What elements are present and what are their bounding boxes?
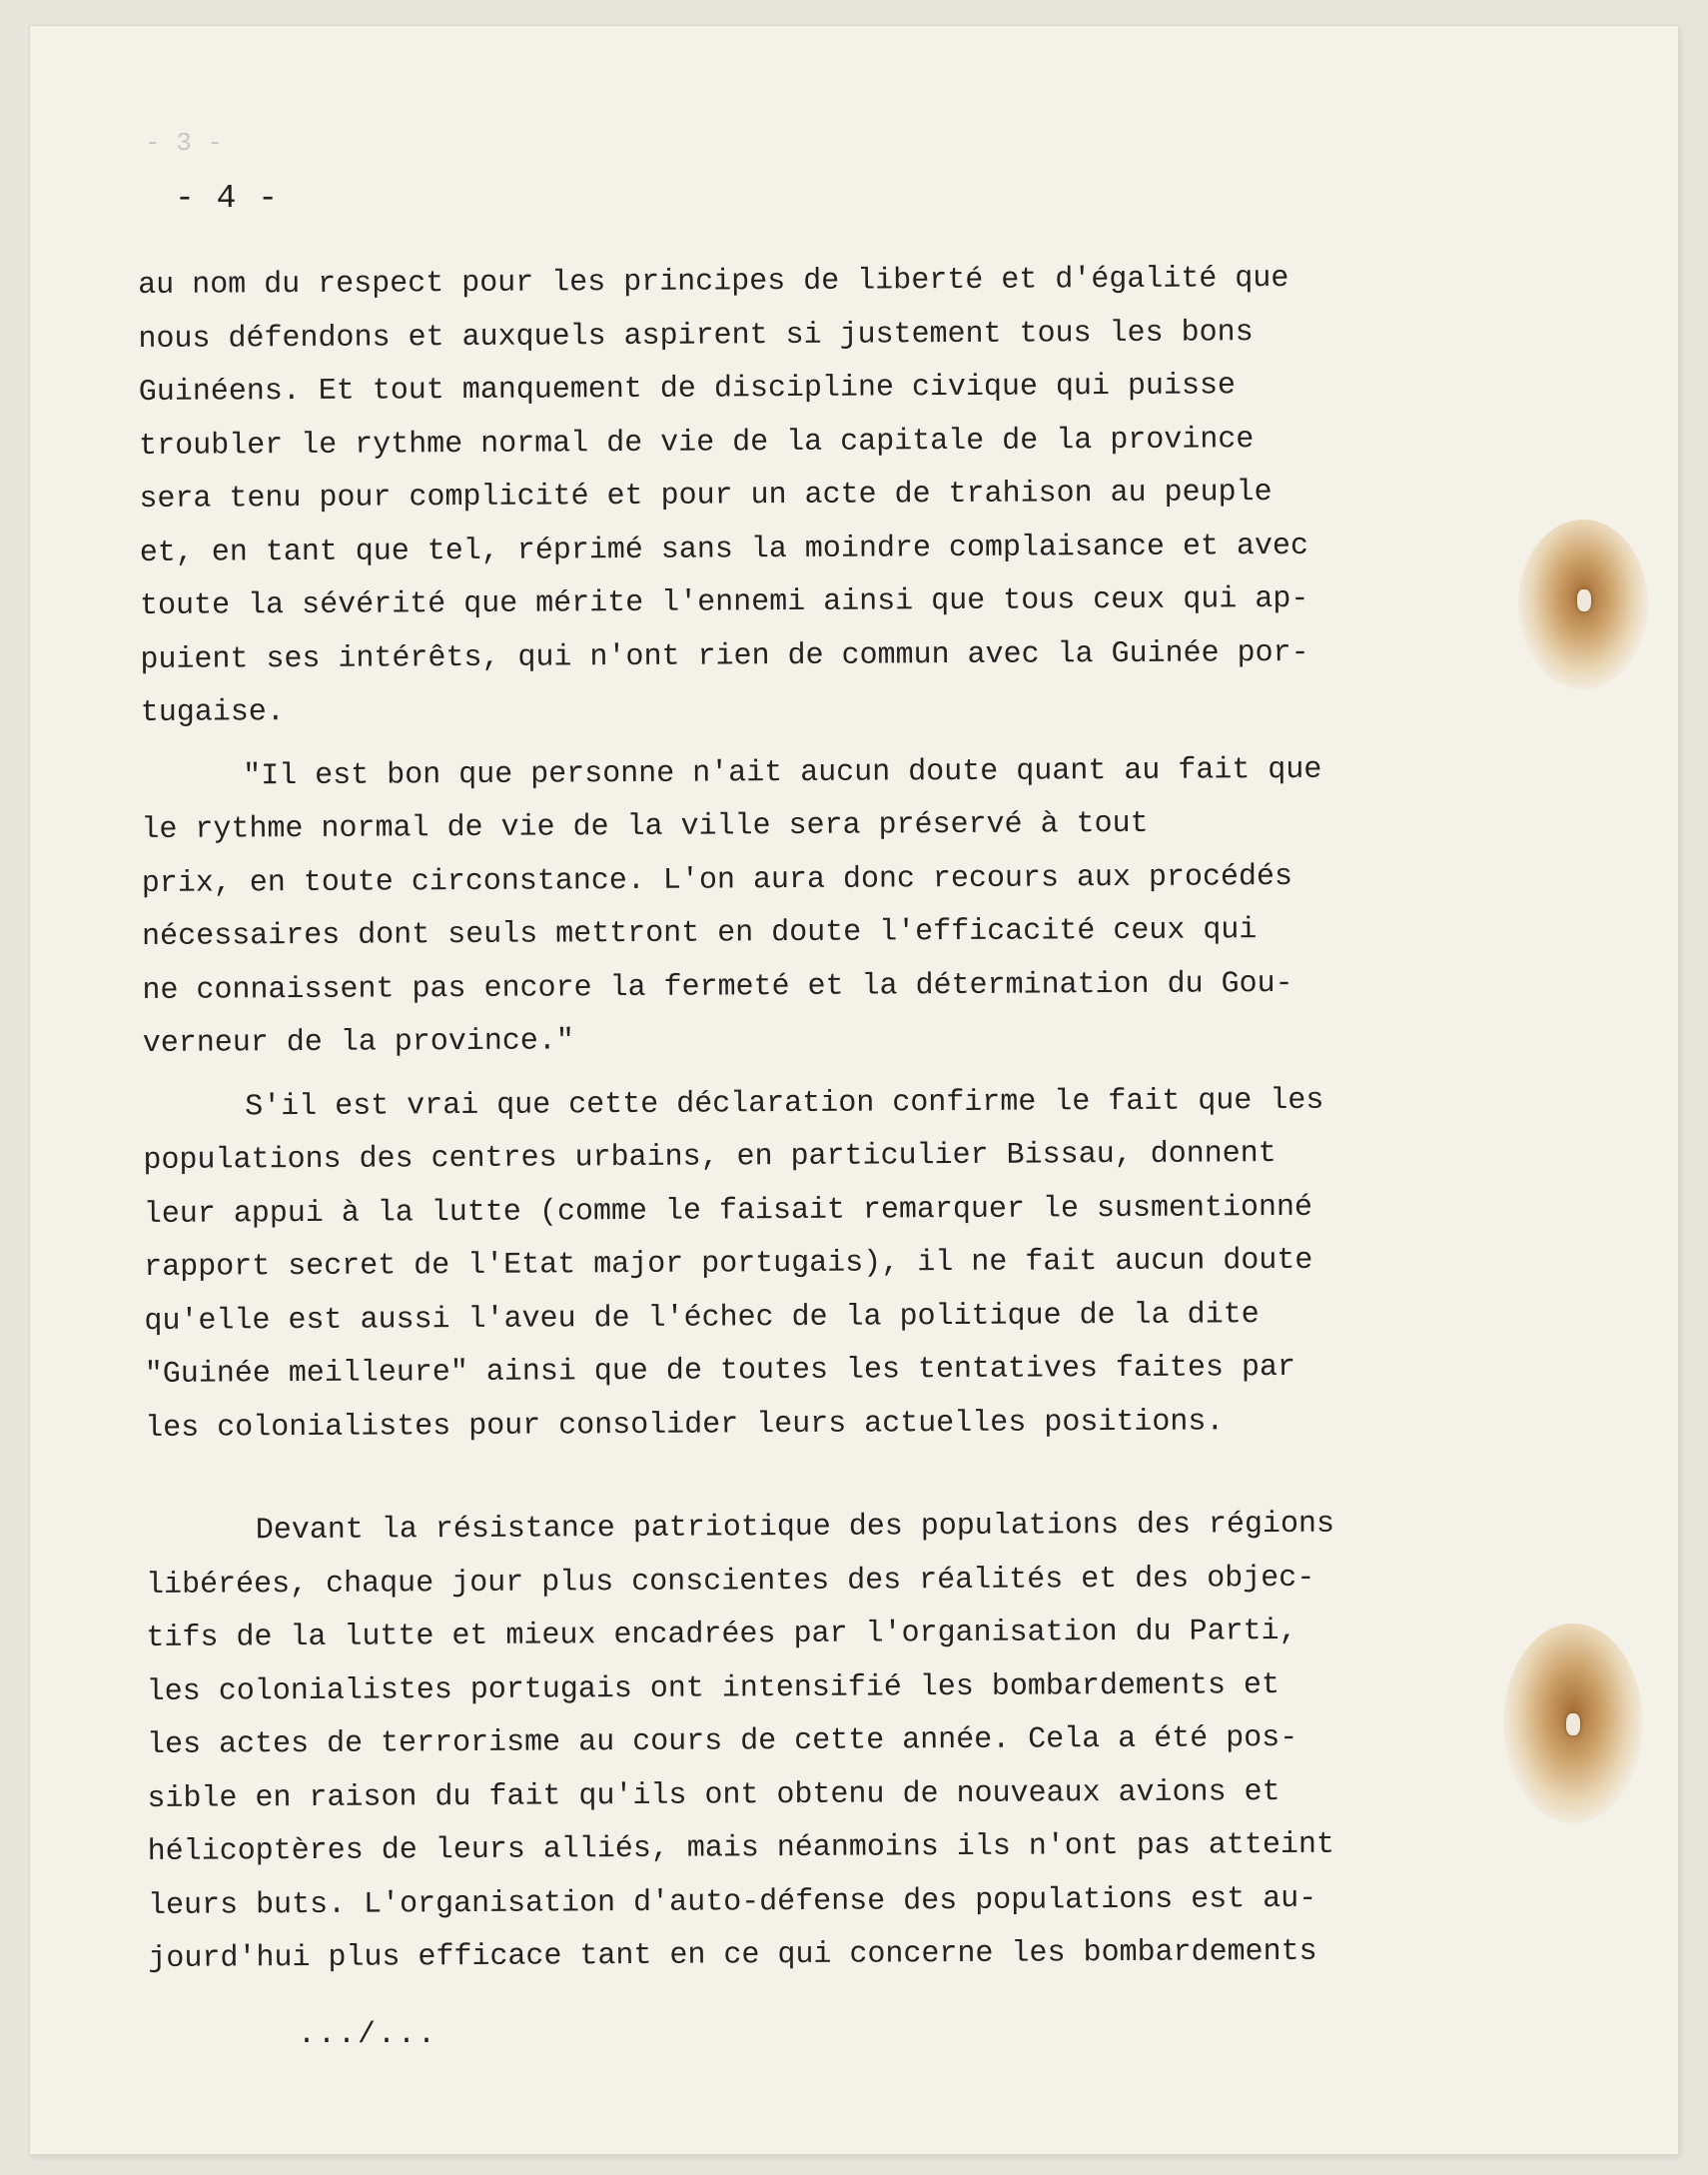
- text-line: leur appui à la lutte (comme le faisait remarquer le susmentionné: [143, 1190, 1313, 1232]
- paragraph-2: [141, 742, 1471, 1071]
- faint-previous-page-number: - 3 -: [145, 128, 224, 158]
- paragraph-4: [146, 1498, 1477, 1987]
- text-line: ne connaissent pas encore la fermeté et la détermination du Gou-: [142, 966, 1293, 1008]
- text-line: nous défendons et auxquels aspirent si justement tous les bons: [138, 315, 1254, 357]
- text-line: puient ses intérêts, qui n'ont rien de commun avec la Guinée por-: [140, 635, 1309, 677]
- text-line: le rythme normal de vie de la ville sera préservé à tout: [141, 806, 1149, 847]
- text-line: les colonialistes portugais ont intensifié les bombardements et: [146, 1667, 1281, 1709]
- text-line: hélicoptères de leurs alliés, mais néanmoins ils n'ont pas atteint: [147, 1827, 1335, 1869]
- text-line: tugaise.: [140, 695, 285, 730]
- text-line: troubler le rythme normal de vie de la capitale de la province: [139, 422, 1255, 464]
- text-line: verneur de la province.": [142, 1024, 574, 1061]
- staple-hole-lower: [1566, 1713, 1580, 1735]
- text-line: tifs de la lutte et mieux encadrées par l'organisation du Parti,: [146, 1614, 1297, 1655]
- page-number: - 4 -: [175, 180, 280, 217]
- text-line: les colonialistes pour consolider leurs actuelles positions.: [145, 1404, 1225, 1446]
- text-line: sera tenu pour complicité et pour un acte de trahison au peuple: [139, 476, 1273, 517]
- text-line: toute la sévérité que mérite l'ennemi ainsi que tous ceux qui ap-: [140, 581, 1309, 623]
- text-line: S'il est vrai que cette déclaration confirme le fait que les: [245, 1083, 1324, 1124]
- text-line: et, en tant que tel, réprimé sans la moindre complaisance et avec: [139, 529, 1309, 570]
- body-text: [138, 252, 1477, 1987]
- text-line: Devant la résistance patriotique des populations des régions: [255, 1507, 1335, 1549]
- text-line: nécessaires dont seuls mettront en doute l'efficacité ceux qui: [142, 913, 1258, 954]
- text-line: jourd'hui plus efficace tant en ce qui concerne les bombardements: [148, 1934, 1317, 1976]
- paragraph-1: [138, 252, 1469, 741]
- text-line: Guinéens. Et tout manquement de discipline civique qui puisse: [138, 369, 1237, 410]
- text-line: leurs buts. L'organisation d'auto-défense des populations est au-: [147, 1881, 1317, 1923]
- text-line: sible en raison du fait qu'ils ont obtenu de nouveaux avions et: [147, 1774, 1281, 1816]
- text-line: au nom du respect pour les principes de liberté et d'égalité que: [138, 261, 1289, 303]
- staple-hole-upper: [1577, 589, 1591, 611]
- paragraph-3: [143, 1073, 1473, 1456]
- text-line: rapport secret de l'Etat major portugais), il ne fait aucun doute: [144, 1243, 1313, 1285]
- text-line: "Guinée meilleure" ainsi que de toutes les tentatives faites par: [144, 1350, 1296, 1392]
- text-line: "Il est bon que personne n'ait aucun doute quant au fait que: [243, 752, 1322, 793]
- text-line: populations des centres urbains, en particulier Bissau, donnent: [143, 1137, 1277, 1178]
- continuation-mark: .../...: [298, 2018, 438, 2052]
- text-line: libérées, chaque jour plus conscientes des réalités et des objec-: [145, 1561, 1315, 1603]
- text-line: les actes de terrorisme au cours de cette année. Cela a été pos-: [146, 1720, 1298, 1762]
- text-line: qu'elle est aussi l'aveu de l'échec de la politique de la dite: [144, 1297, 1260, 1339]
- text-line: prix, en toute circonstance. L'on aura donc recours aux procédés: [141, 859, 1293, 901]
